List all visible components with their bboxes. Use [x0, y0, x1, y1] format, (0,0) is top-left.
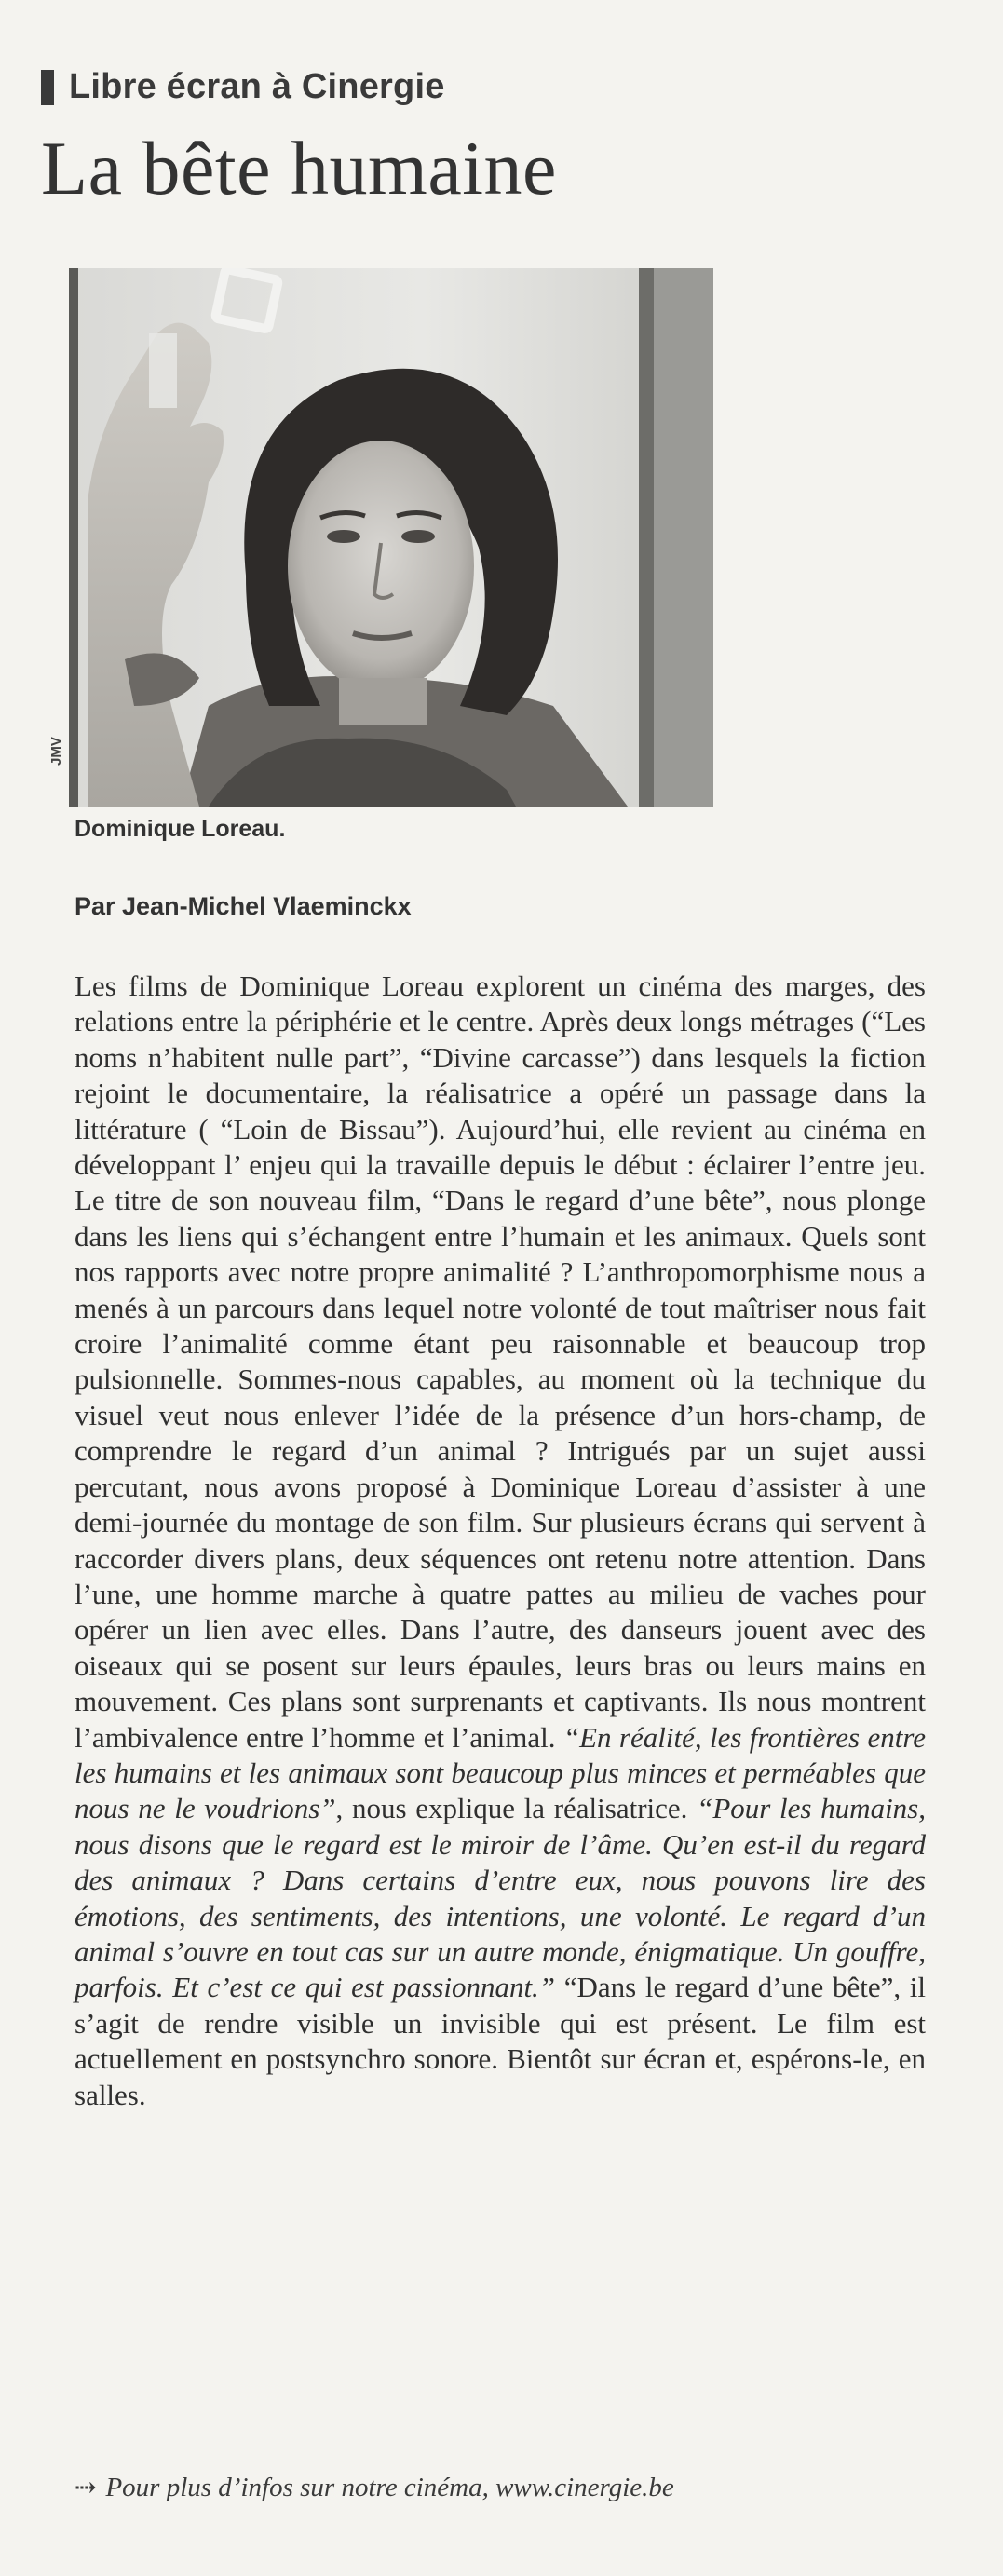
body-paragraph: Les films de Dominique Loreau explorent un cinéma des marges, des relations entre la périphérie et le centre. Après deux longs métrages (“Les noms n’habitent nulle part”, “Divine carcasse”) dans lesquels la fiction rejoint le documentaire, la réalisatrice a opéré un passage dans la littérature ( “Loin de Bissau”). Aujourd’hui, elle revient au cinéma en développant l’ enjeu qui la travaille depuis le début : éclairer l’entre jeu. Le titre de son nouveau film, “Dans le regard d’une bête”, nous plonge dans les liens qui s’échangent entre l’humain et les animaux. Quels sont nos rapports avec notre propre animalité ? L’anthropomorphisme nous a menés à un parcours dans lequel notre volonté de tout maîtriser nous fait croire l’animalité comme étant peu raisonnable et beaucoup trop pulsionnelle. Sommes-nous capables, au moment où la technique du visuel veut nous enlever l’idée de la présence d’un hors-champ, de comprendre le regard d’un animal ? Intrigués par un sujet aussi percutant, nous avons proposé à Dominique Loreau d’assister à une demi-journée du montage de son film. Sur plusieurs écrans qui servent à raccorder divers plans, deux séquences ont retenu notre attention. Dans l’une, une homme marche à quatre pattes au milieu de vaches pour opérer un lien avec elles. Dans l’autre, des danseurs jouent avec des oiseaux qui se posent sur leurs épaules, leurs bras ou leurs mains en mouvement. Ces plans sont surprenants et captivants. Ils nous montrent l’ambivalence entre l’homme et l’animal. — [75, 969, 926, 1754]
article-body — [75, 969, 926, 2113]
footer-note — [75, 2472, 674, 2503]
body-quote: “En réalité, les frontières entre les humains et les animaux sont beaucoup plus minces et perméables que nous ne le voudrions” — [75, 1720, 926, 1825]
arrow-right-icon: ⇢ — [75, 2474, 97, 2502]
body-paragraph: , nous explique la réalisatrice. — [335, 1792, 698, 1825]
section-kicker — [41, 67, 445, 107]
byline: Par Jean-Michel Vlaeminckx — [75, 892, 412, 920]
kicker-bar — [41, 70, 54, 105]
photo-credit: JMV — [48, 737, 64, 766]
headline: La bête humaine — [41, 126, 557, 210]
photo-caption: Dominique Loreau. — [75, 816, 286, 842]
kicker-text: Libre écran à Cinergie — [69, 67, 445, 106]
footer-link-text[interactable]: Pour plus d’infos sur notre cinéma, www.cinergie.be — [105, 2472, 674, 2502]
body-paragraph: “Dans le regard d’une bête”, il s’agit de rendre visible un invisible qui est présent. Le film est actuellement en postsynchro sonore. Bientôt sur écran et, espérons-le, en salles. — [75, 1971, 926, 2111]
body-quote: “Pour les humains, nous disons que le regard est le miroir de l’âme. Qu’en est-il du regard des animaux ? Dans certains d’entre eux, nous pouvons lire des émotions, des sentiments, des intentions, une volonté. Le regard d’un animal s’ouvre en tout cas sur un autre monde, énigmatique. Un gouffre, parfois. Et c’est ce qui est passionnant.” — [75, 1792, 927, 2004]
portrait-photo — [69, 268, 713, 807]
